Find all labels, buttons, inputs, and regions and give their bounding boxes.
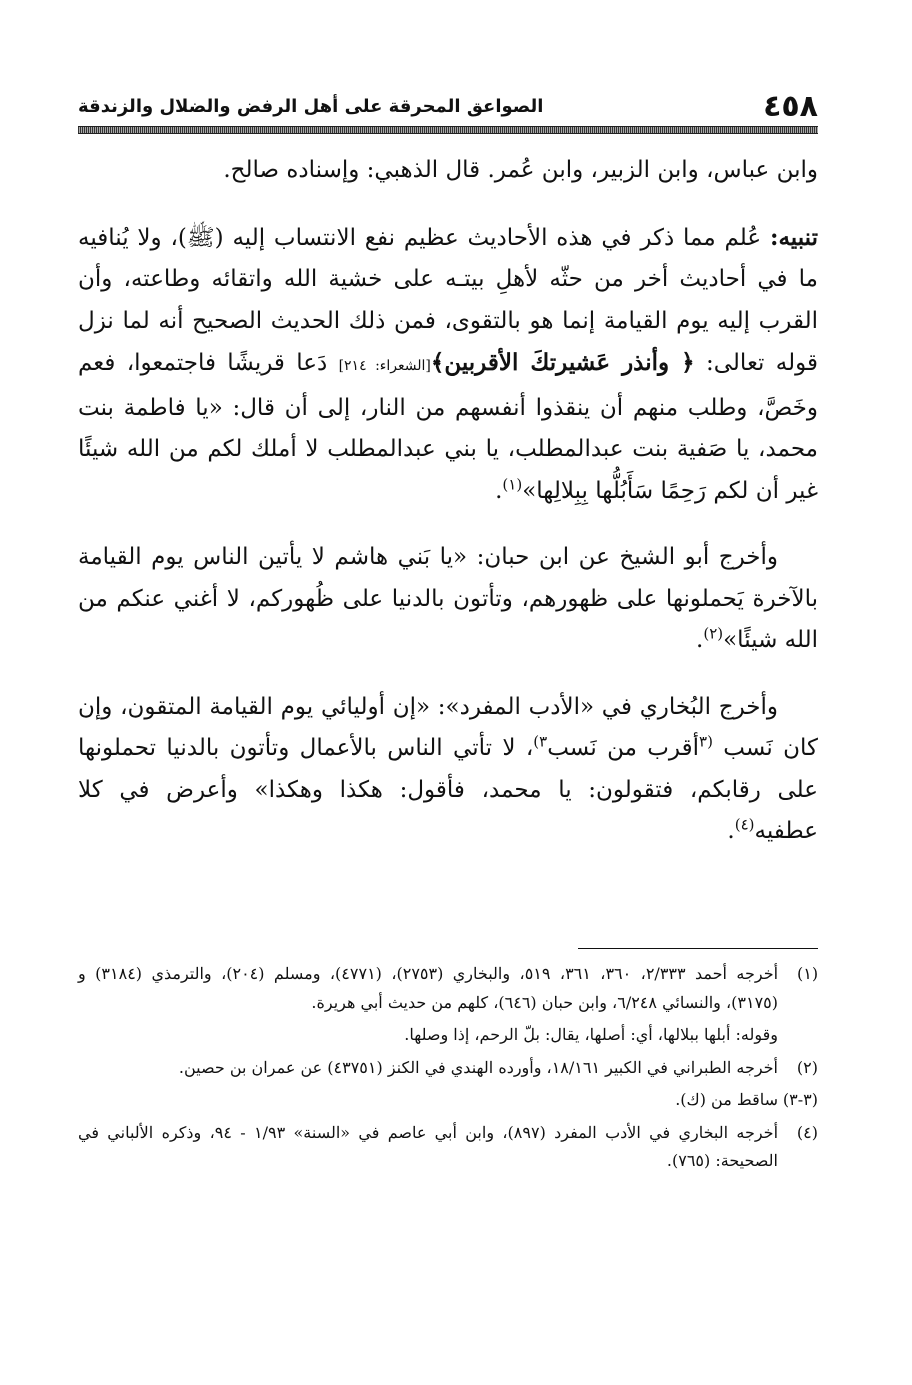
footnotes <box>78 960 818 1180</box>
quran-verse: ﴿ وأنذر عَشيرتكَ الأقربين﴾ <box>430 349 695 376</box>
footnote-ref-3-close: ٣) <box>533 732 548 751</box>
footnote-text: أخرجه أحمد ٢/٣٣٣، ٣٦٠، ٣٦١، ٥١٩، والبخاري (٢٧٥٣)، (٤٧٧١)، ومسلم (٢٠٤)، والترمذي (٣١٨٤) و (٣١٧٥)، والنسائي ٦/٢٤٨، وابن حبان (٦٤٦)، كلهم من حديث أبي هريرة. <box>78 964 779 1012</box>
page-number: ٤٥٨ <box>763 89 818 124</box>
paragraph-4-text-b: أقرب من نَسب <box>547 735 699 761</box>
running-title: الصواعق المحرقة على أهل الرفض والضلال والزندقة <box>78 96 544 117</box>
paragraph-4 <box>78 687 818 853</box>
footnote-ref-1: (١) <box>502 474 523 493</box>
paragraph-1 <box>78 150 818 192</box>
footnote-1-continuation <box>78 1021 818 1050</box>
paragraph-2-end: . <box>495 477 503 504</box>
footnote-number: (٤) <box>796 1122 819 1142</box>
paragraph-2-text-a: عُلم مما ذكر في هذه الأحاديث عظيم نفع الانتساب إليه (ﷺ)، ولا يُنافيه ما في أحاديث أخر من حثّه لأهلِ بيتـه على خشية الله واتقائه وطاعته، وأن القرب إليه يوم القيامة إنما هو بالتقوى، فمن ذلك الحديث الصحيح أنه لما نزل قوله تعالى: <box>78 224 818 376</box>
footnote-text: أخرجه البخاري في الأدب المفرد (٨٩٧)، وابن أبي عاصم في «السنة» ١/٩٣ - ٩٤، وذكره الألباني في الصحيحة: (٧٦٥). <box>78 1122 779 1170</box>
header-rule <box>78 126 818 134</box>
footnote-text: وقوله: أبلها ببلالها، أي: أصلها، يقال: بلّ الرحم، إذا وصلها. <box>404 1025 778 1044</box>
footnote-number: (١) <box>796 964 819 983</box>
paragraph-3-end: . <box>696 627 704 653</box>
paragraph-2-text-b: دَعا قريشًا فاجتمعوا، فعم وخَصَّ، وطلب منهم أن ينقذوا أنفسهم من النار، إلى أن قال: «يا فاطمة بنت محمد، يا صَفية بنت عبدالمطلب، يا بني عبدالمطلب لا أملك لكم من الله شيئًا غير أن لكم رَحِمًا سَأَبُلُّها بِبِلالِها» <box>78 350 818 504</box>
main-text <box>78 150 818 878</box>
footnote-number: (٢) <box>796 1057 818 1077</box>
footnote-ref-2: (٢) <box>703 624 724 643</box>
paragraph-3 <box>78 537 818 662</box>
footnote-2 <box>78 1054 818 1083</box>
note-label: تنبيه: <box>769 223 818 251</box>
paragraph-4-text-c: ، لا تأتي الناس بالأعمال وتأتون بالدنيا تحملونها على رقابكم، فتقولون: يا محمد، فأقول: هكذا وهكذا» وأعرض في كلا عطفيه <box>78 735 818 844</box>
footnote-ref-4: (٤) <box>734 815 755 834</box>
footnote-4 <box>78 1119 818 1176</box>
paragraph-4-text-a: وأخرج البُخاري في «الأدب المفرد»: «إن أوليائي يوم القيامة المتقون، وإن كان نَسب <box>78 693 818 761</box>
footnote-3 <box>78 1086 818 1115</box>
verse-citation: [الشعراء: ٢١٤] <box>338 358 431 374</box>
footnote-number: (٣-٣) <box>782 1090 818 1109</box>
paragraph-4-end: . <box>727 818 735 844</box>
footnote-separator <box>578 948 818 949</box>
paragraph-3-text: وأخرج أبو الشيخ عن ابن حبان: «يا بَني هاشم لا يأتين الناس يوم القيامة بالآخرة يَحملونها على ظهورهم، وتأتون بالدنيا على ظُهوركم، لا أغني عنكم من الله شيئًا» <box>78 544 818 653</box>
footnote-text: أخرجه الطبراني في الكبير ١٨/١٦١، وأورده الهندي في الكنز (٤٣٧٥١) عن عمران بن حصين. <box>178 1057 778 1077</box>
footnote-text: ساقط من (ك). <box>675 1090 778 1109</box>
footnote-1 <box>78 960 818 1017</box>
paragraph-1-text: وابن عباس، وابن الزبير، وابن عُمر. قال الذهبي: وإسناده صالح. <box>223 157 818 183</box>
page-header <box>78 82 818 122</box>
footnote-ref-3-open: (٣ <box>699 732 713 751</box>
paragraph-2 <box>78 217 818 513</box>
